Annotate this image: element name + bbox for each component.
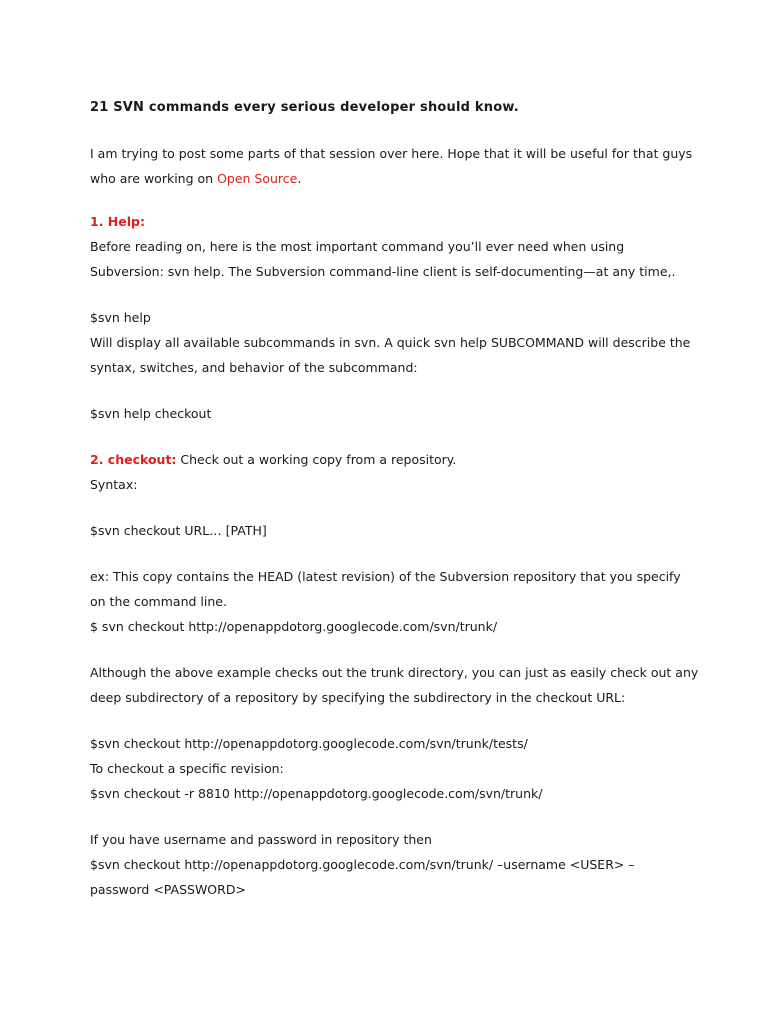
help-checkout-command: $svn help checkout: [90, 406, 212, 421]
help-command: $svn help: [90, 310, 151, 325]
auth-command-line-2: password <PASSWORD>: [90, 882, 246, 897]
help-paragraph-line-2: Subversion: svn help. The Subversion command-line client is self-documenting—at any time,.: [90, 264, 676, 279]
example-line-1: ex: This copy contains the HEAD (latest revision) of the Subversion repository that you specify: [90, 569, 681, 584]
intro-line-2: [90, 166, 710, 191]
spacer: [90, 806, 710, 827]
intro-paragraph: [90, 141, 710, 191]
revision-label: To checkout a specific revision:: [90, 761, 284, 776]
subdirectory-command: $svn checkout http://openappdotorg.googlecode.com/svn/trunk/tests/: [90, 736, 528, 751]
help-heading: 1. Help:: [90, 214, 145, 229]
spacer: [90, 543, 710, 564]
subdirectory-line-2: deep subdirectory of a repository by specifying the subdirectory in the checkout URL:: [90, 690, 626, 705]
syntax-command: $svn checkout URL… [PATH]: [90, 523, 267, 538]
example-command: $ svn checkout http://openappdotorg.googlecode.com/svn/trunk/: [90, 619, 498, 634]
spacer: [90, 191, 710, 209]
subdirectory-line-1: Although the above example checks out the trunk directory, you can just as easily check out any: [90, 665, 699, 680]
checkout-heading-line: [90, 447, 710, 472]
revision-command: $svn checkout -r 8810 http://openappdotorg.googlecode.com/svn/trunk/: [90, 786, 543, 801]
spacer: [90, 426, 710, 447]
spacer: [90, 710, 710, 731]
open-source-link[interactable]: Open Source: [217, 171, 298, 186]
document-page: [90, 96, 710, 902]
checkout-heading-description: Check out a working copy from a repository.: [176, 452, 457, 467]
auth-label: If you have username and password in repository then: [90, 832, 432, 847]
spacer: [90, 284, 710, 305]
example-line-2: on the command line.: [90, 594, 227, 609]
spacer: [90, 120, 710, 141]
page-title: 21 SVN commands every serious developer should know.: [90, 100, 519, 115]
section-help: [90, 209, 710, 426]
help-paragraph-line-1: Before reading on, here is the most important command you’ll ever need when using: [90, 239, 625, 254]
syntax-label: Syntax:: [90, 477, 138, 492]
help-description-line-2: syntax, switches, and behavior of the subcommand:: [90, 360, 418, 375]
help-description-line-1: Will display all available subcommands in svn. A quick svn help SUBCOMMAND will describe the: [90, 335, 691, 350]
spacer: [90, 497, 710, 518]
auth-command-line-1: $svn checkout http://openappdotorg.googlecode.com/svn/trunk/ –username <USER> –: [90, 857, 635, 872]
intro-period: .: [297, 171, 302, 186]
intro-text: who are working on: [90, 171, 218, 186]
section-checkout: [90, 447, 710, 902]
checkout-heading: 2. checkout:: [90, 452, 177, 467]
spacer: [90, 639, 710, 660]
spacer: [90, 380, 710, 401]
intro-line-1: I am trying to post some parts of that session over here. Hope that it will be useful for that guys: [90, 146, 693, 161]
